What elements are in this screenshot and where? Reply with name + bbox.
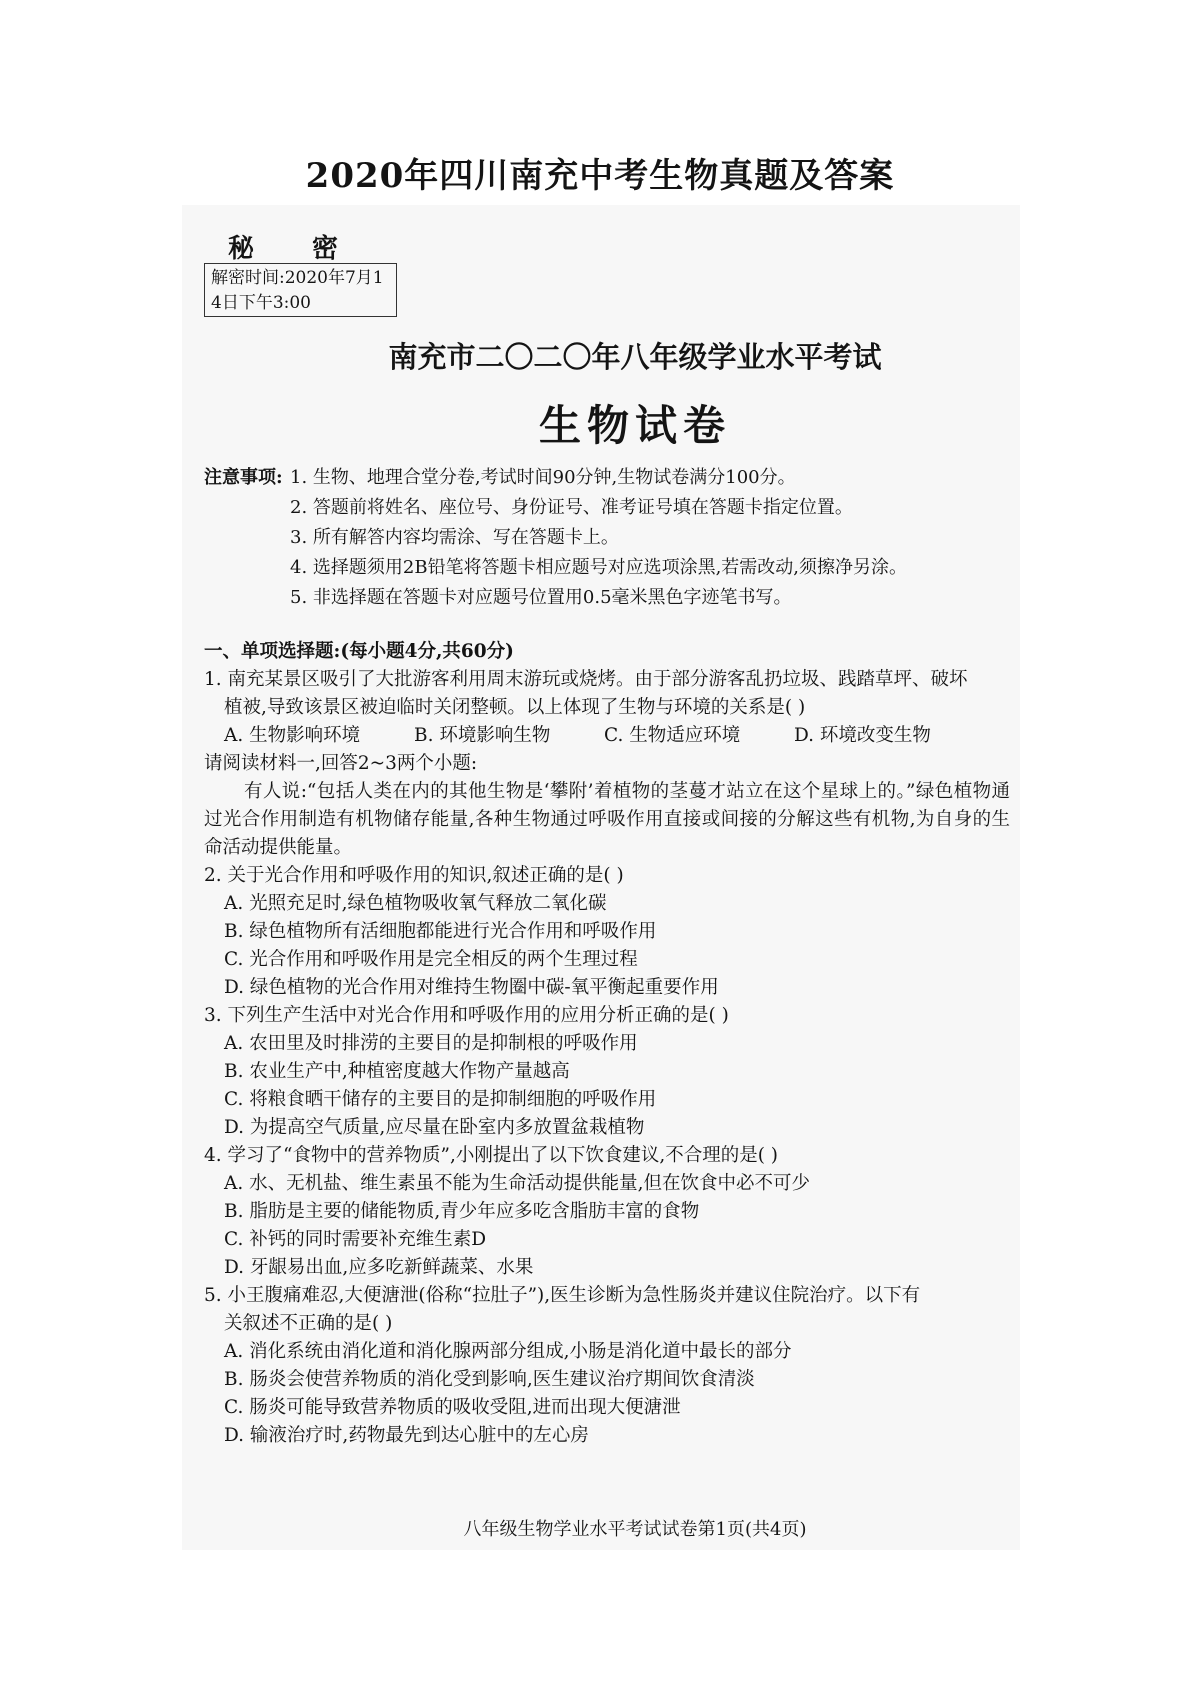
option-d: D. 牙龈易出血,应多吃新鲜蔬菜、水果: [224, 1257, 534, 1278]
option-d: D. 绿色植物的光合作用对维持生物圈中碳-氧平衡起重要作用: [224, 977, 719, 998]
option-a: A. 农田里及时排涝的主要目的是抑制根的呼吸作用: [224, 1033, 638, 1054]
question-2-stem: 2. 关于光合作用和呼吸作用的知识,叙述正确的是( ): [204, 865, 624, 886]
option-c: C. 将粮食晒干储存的主要目的是抑制细胞的呼吸作用: [224, 1089, 657, 1110]
option-c: C. 肠炎可能导致营养物质的吸收受阻,进而出现大便溏泄: [224, 1397, 681, 1418]
option-b: B. 绿色植物所有活细胞都能进行光合作用和呼吸作用: [224, 921, 657, 942]
option-a: A. 水、无机盐、维生素虽不能为生命活动提供能量,但在饮食中必不可少: [224, 1173, 811, 1194]
questions-body: [204, 638, 1010, 1450]
option-b: B. 农业生产中,种植密度越大作物产量越高: [224, 1061, 570, 1082]
notes-label: 注意事项:: [204, 467, 283, 488]
note-item: 3. 所有解答内容均需涂、写在答题卡上。: [290, 527, 619, 548]
note-item: 2. 答题前将姓名、座位号、身份证号、准考证号填在答题卡指定位置。: [290, 497, 853, 518]
note-item: 4. 选择题须用2B铅笔将答题卡相应题号对应选项涂黑,若需改动,须擦净另涂。: [290, 557, 908, 578]
secret-label: 秘密: [228, 234, 397, 264]
option-d: D. 为提高空气质量,应尽量在卧室内多放置盆栽植物: [224, 1117, 645, 1138]
document-title: 2020年四川南充中考生物真题及答案: [305, 156, 895, 196]
question-1-line2: 植被,导致该景区被迫临时关闭整顿。以上体现了生物与环境的关系是( ): [224, 697, 806, 718]
option-b: B. 脂肪是主要的储能物质,青少年应多吃含脂肪丰富的食物: [224, 1201, 700, 1222]
note-item: 5. 非选择题在答题卡对应题号位置用0.5毫米黑色字迹笔书写。: [290, 587, 792, 608]
question-4-stem: 4. 学习了“食物中的营养物质”,小刚提出了以下饮食建议,不合理的是( ): [204, 1145, 779, 1166]
note-item: 1. 生物、地理合堂分卷,考试时间90分钟,生物试卷满分100分。: [290, 467, 796, 488]
exam-notes: [204, 463, 1004, 613]
question-1-options: [204, 722, 1010, 750]
option-a: A. 消化系统由消化道和消化腺两部分组成,小肠是消化道中最长的部分: [224, 1341, 792, 1362]
page-footer: 八年级生物学业水平考试试卷第1页(共4页): [463, 1519, 807, 1540]
option-c: C. 光合作用和呼吸作用是完全相反的两个生理过程: [224, 949, 638, 970]
option-a: A. 生物影响环境: [224, 725, 361, 746]
option-d: D. 输液治疗时,药物最先到达心脏中的左心房: [224, 1425, 589, 1446]
subject-title: 生物试卷: [538, 401, 731, 450]
question-5-line1: 5. 小王腹痛难忍,大便溏泄(俗称“拉肚子”),医生诊断为急性肠炎并建议住院治疗。以下有: [204, 1285, 921, 1306]
question-1-line1: 1. 南充某景区吸引了大批游客利用周末游玩或烧烤。由于部分游客乱扔垃圾、践踏草坪、破坏: [204, 669, 968, 690]
declassify-time-box: 解密时间:2020年7月14日下午3:00: [204, 263, 397, 317]
option-c: C. 生物适应环境: [604, 725, 741, 746]
reading-intro: 请阅读材料一,回答2~3两个小题:: [204, 753, 478, 774]
option-b: B. 环境影响生物: [414, 725, 551, 746]
section-heading: 一、单项选择题:(每小题4分,共60分): [204, 641, 514, 662]
question-5-line2: 关叙述不正确的是( ): [224, 1313, 393, 1334]
exam-title: 南充市二〇二〇年八年级学业水平考试: [388, 340, 882, 374]
option-c: C. 补钙的同时需要补充维生素D: [224, 1229, 487, 1250]
question-3-stem: 3. 下列生产生活中对光合作用和呼吸作用的应用分析正确的是( ): [204, 1005, 729, 1026]
option-a: A. 光照充足时,绿色植物吸收氧气释放二氧化碳: [224, 893, 607, 914]
option-b: B. 肠炎会使营养物质的消化受到影响,医生建议治疗期间饮食清淡: [224, 1369, 755, 1390]
reading-material: 有人说:“包括人类在内的其他生物是‘攀附’着植物的茎蔓才站立在这个星球上的。”绿色植物通过光合作用制造有机物储存能量,各种生物通过呼吸作用直接或间接的分解这些有机物,为自身的生命活动提供能量。: [204, 781, 1010, 858]
option-d: D. 环境改变生物: [794, 725, 931, 746]
